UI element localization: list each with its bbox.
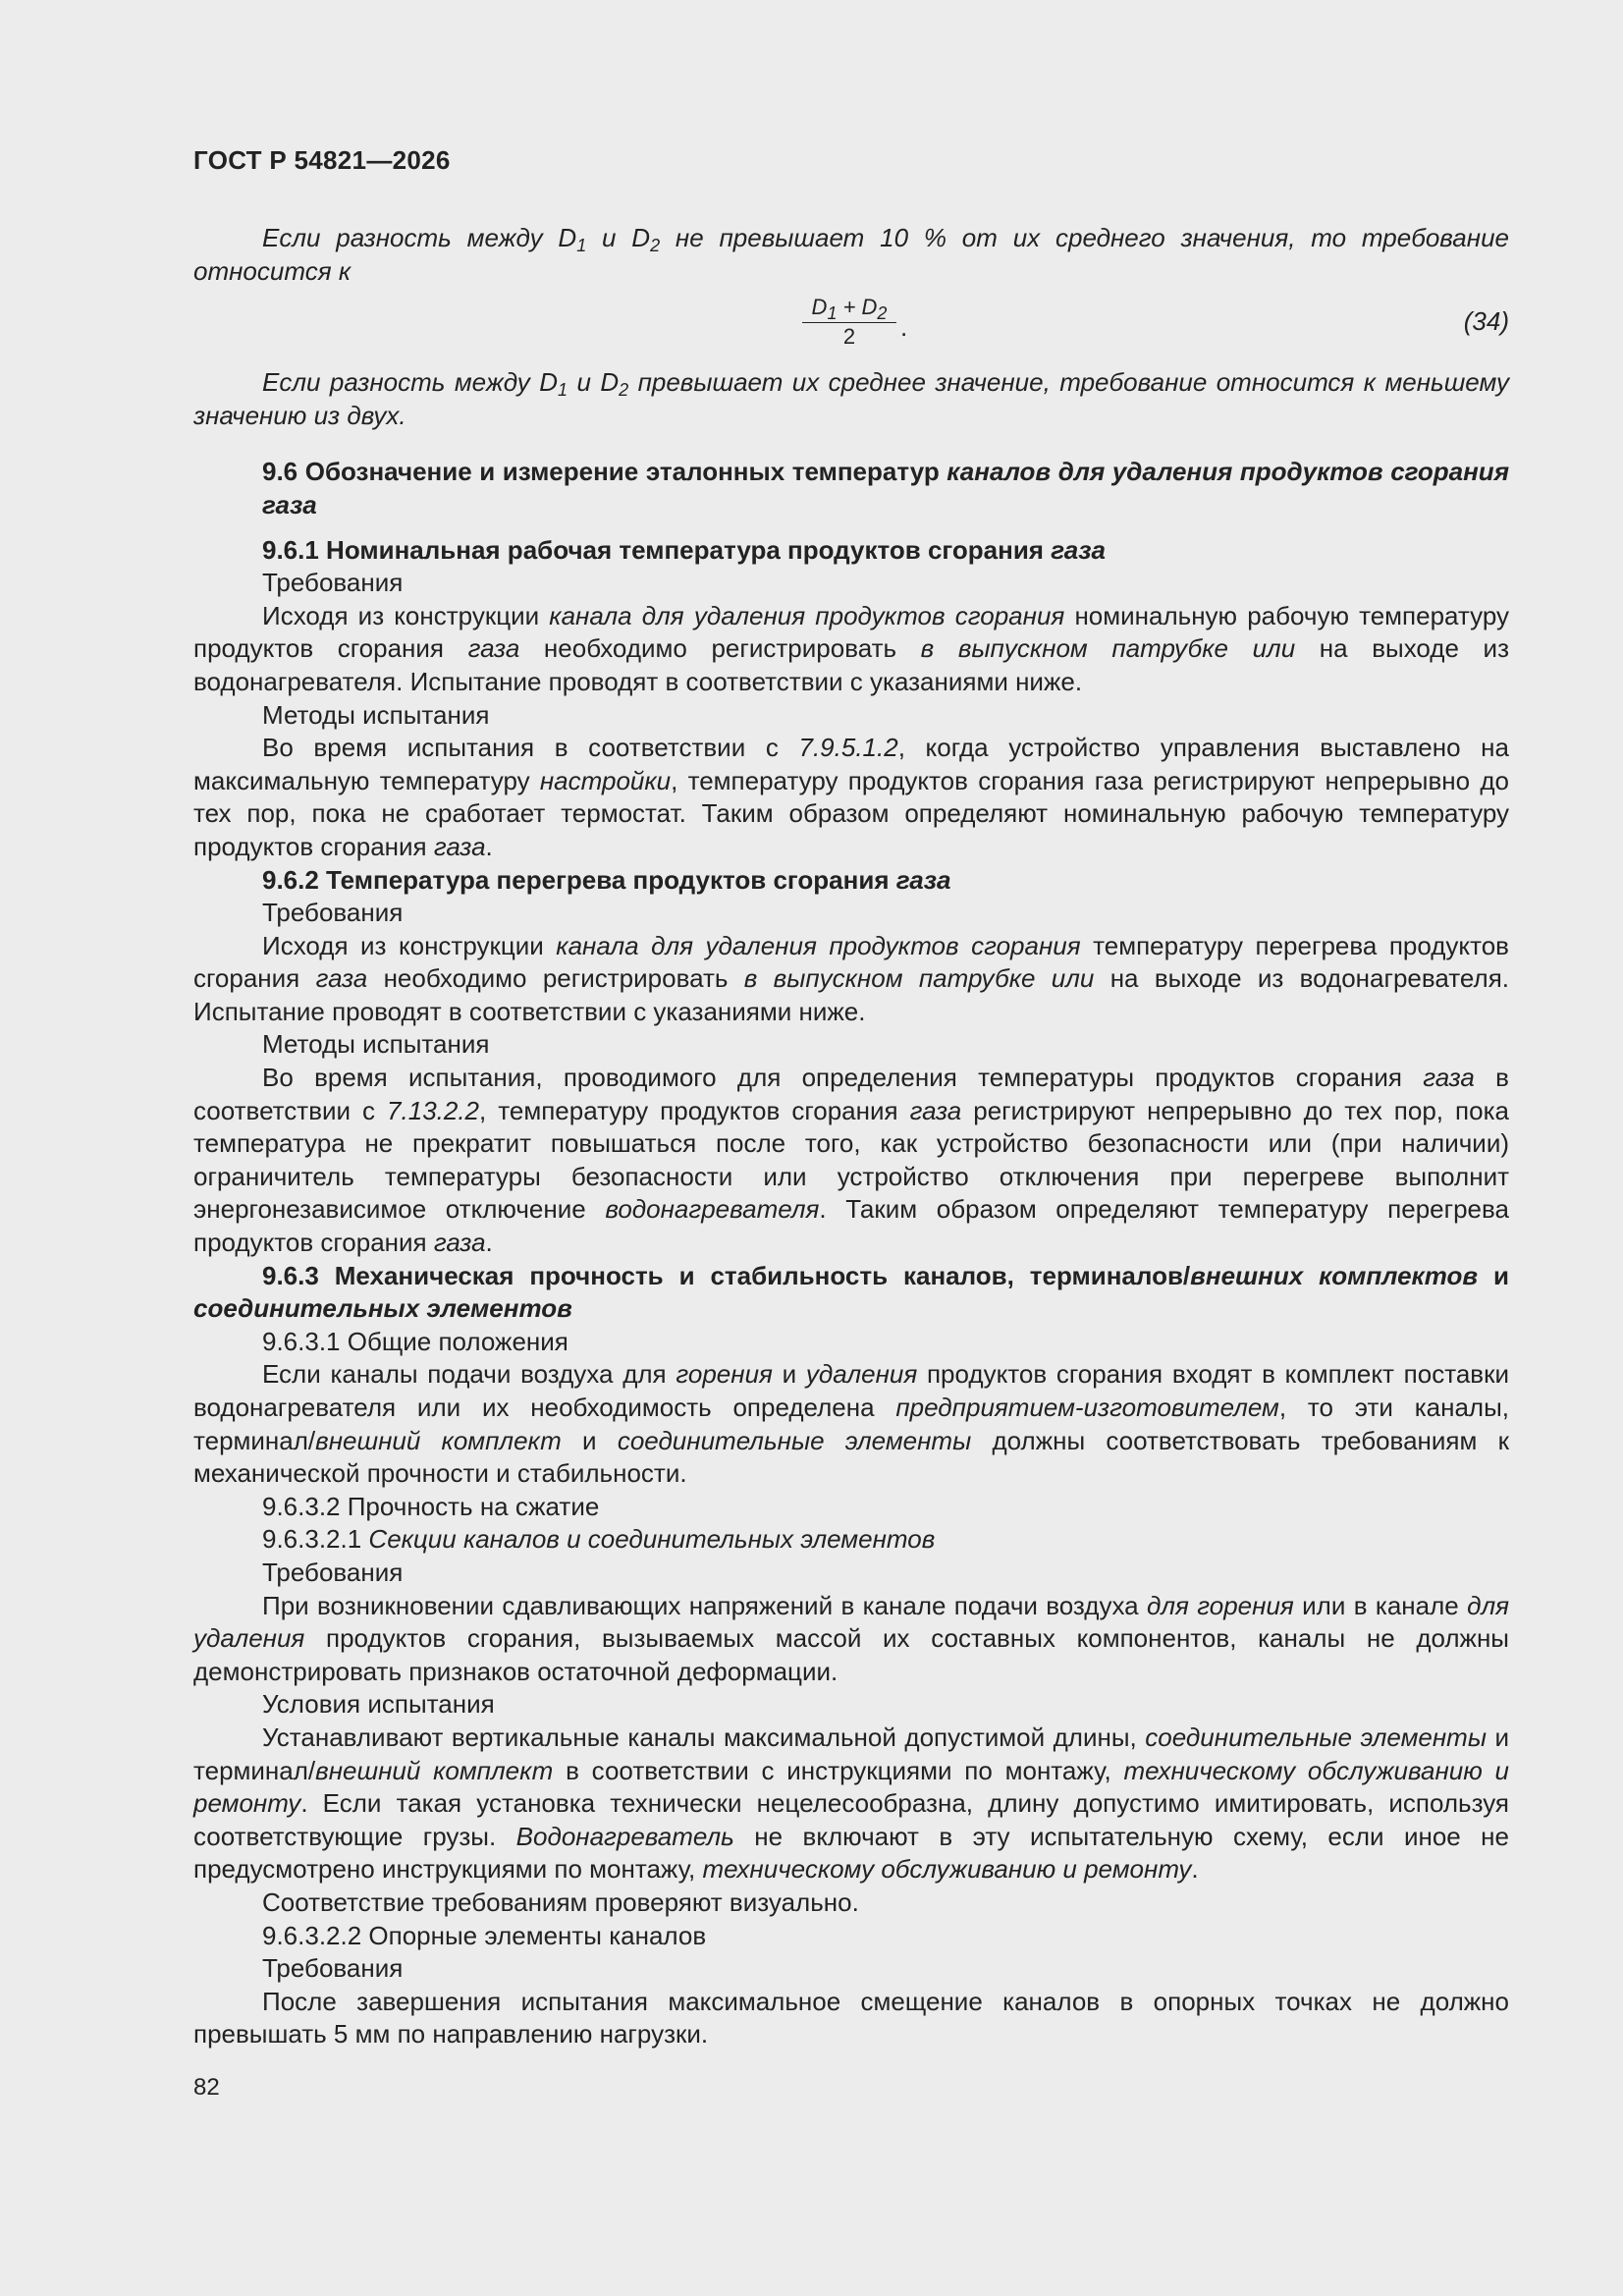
paragraph-support-displacement: После завершения испытания максимальное смещение каналов в опорных точках не должно превышать 5 мм по направлению нагрузки. — [193, 1986, 1509, 2050]
label-requirements: Требования — [262, 1953, 404, 1984]
standard-code: ГОСТ Р 54821—2026 — [193, 145, 451, 175]
label-test-conditions: Условия испытания — [262, 1689, 495, 1720]
label-test-methods: Методы испытания — [262, 1029, 490, 1060]
fraction-numerator: $D_1 + D_2$ — [802, 294, 896, 323]
paragraph-requirements-9-6-2: Исходя из конструкции канала для удаления продуктов сгорания температуру перегрева продуктов сгорания газа необходимо регистрировать в выпускном патрубке или на выходе из водонагревателя. Испытание проводят в соответствии с указаниями ниже. — [193, 930, 1509, 1026]
label-test-methods: Методы испытания — [262, 699, 490, 730]
paragraph-methods-9-6-2: Во время испытания, проводимого для определения температуры продуктов сгорания газа в соответствии с 7.13.2.2, температуру продуктов сгорания газа регистрируют непрерывно до тех пор, пока температура не прекратит повышаться после того, как устройство безопасности или (при наличии) ограничитель температуры безопасности или устройство отключения при перегреве выполнит энергонезависимое отключение водонагревателя. Таким образом определяют температуру перегрева продуктов сгорания газа. — [193, 1063, 1509, 1258]
section-heading-9-6-1: 9.6.1 Номинальная рабочая температура продуктов сгорания газа — [262, 534, 1106, 565]
section-heading-9-6-2: 9.6.2 Температура перегрева продуктов сгорания газа — [262, 864, 951, 895]
label-requirements: Требования — [262, 1557, 404, 1587]
page-number: 82 — [193, 2074, 220, 2101]
section-heading-9-6-3: 9.6.3 Механическая прочность и стабильность каналов, терминалов/внешних комплектов и соединительных элементов — [193, 1260, 1509, 1324]
paragraph-compression-requirements: При возникновении сдавливающих напряжений в канале подачи воздуха для горения или в канале для удаления продуктов сгорания, вызываемых массой их составных компонентов, каналы не должны демонстрировать признаков остаточной деформации. — [193, 1590, 1510, 1686]
paragraph-difference-within: Если разность между $D_1$ и $D_2$ не превышает 10 % от их среднего значения, то требование относится к — [193, 223, 1509, 286]
equation-number: (34) — [1463, 306, 1509, 337]
label-requirements: Требования — [262, 898, 404, 928]
document-body — [193, 222, 1509, 2051]
subsection-heading-9-6-3-2-2: 9.6.3.2.2 Опорные элементы каналов — [262, 1920, 707, 1950]
section-heading-9-6: 9.6 Обозначение и измерение эталонных температур каналов для удаления продуктов сгорания газа — [262, 457, 1510, 519]
formula-34: $\frac{D_1 + D_2}{2}$ . (34) — [193, 294, 1509, 362]
paragraph-test-conditions: Устанавливают вертикальные каналы максимальной допустимой длины, соединительные элементы и терминал/внешний комплект в соответствии с инструкциями по монтажу, техническому обслуживанию и ремонту. Если такая установка технически нецелесообразна, длину допустимо имитировать, используя соответствующие грузы. Водонагреватель не включают в эту испытательную схему, если иное не предусмотрено инструкциями по монтажу, техническому обслуживанию и ремонту. — [193, 1722, 1510, 1885]
paragraph-requirements-9-6-1: Исходя из конструкции канала для удаления продуктов сгорания номинальную рабочую температуру продуктов сгорания газа необходимо регистрировать в выпускном патрубке или на выходе из водонагревателя. Испытание проводят в соответствии с указаниями ниже. — [193, 600, 1510, 696]
paragraph-visual-check: Соответствие требованиям проверяют визуально. — [262, 1886, 859, 1917]
label-requirements: Требования — [262, 568, 404, 598]
paragraph-general-provisions: Если каналы подачи воздуха для горения и удаления продуктов сгорания входят в комплект поставки водонагревателя или их необходимость определена предприятием-изготовителем, то эти каналы, терминал/внешний комплект и соединительные элементы должны соответствовать требованиям к механической прочности и стабильности. — [193, 1359, 1510, 1489]
fraction-denominator: 2 — [842, 324, 856, 350]
fraction — [802, 294, 896, 351]
subsection-heading-9-6-3-2: 9.6.3.2 Прочность на сжатие — [262, 1491, 600, 1521]
paragraph-methods-9-6-1: Во время испытания в соответствии с 7.9.5.1.2, когда устройство управления выставлено на максимальную температуру настройки, температуру продуктов сгорания газа регистрируют непрерывно до тех пор, пока не сработает термостат. Таким образом определяют номинальную рабочую температуру продуктов сгорания газа. — [193, 733, 1509, 861]
subsection-heading-9-6-3-1: 9.6.3.1 Общие положения — [262, 1326, 568, 1356]
paragraph-difference-exceeds: Если разность между $D_1$ и $D_2$ превышает их среднее значение, требование относится к меньшему значению из двух. — [193, 367, 1509, 430]
subsection-heading-9-6-3-2-1: 9.6.3.2.1 Секции каналов и соединительных элементов — [262, 1524, 936, 1555]
document-page — [193, 0, 1509, 2296]
